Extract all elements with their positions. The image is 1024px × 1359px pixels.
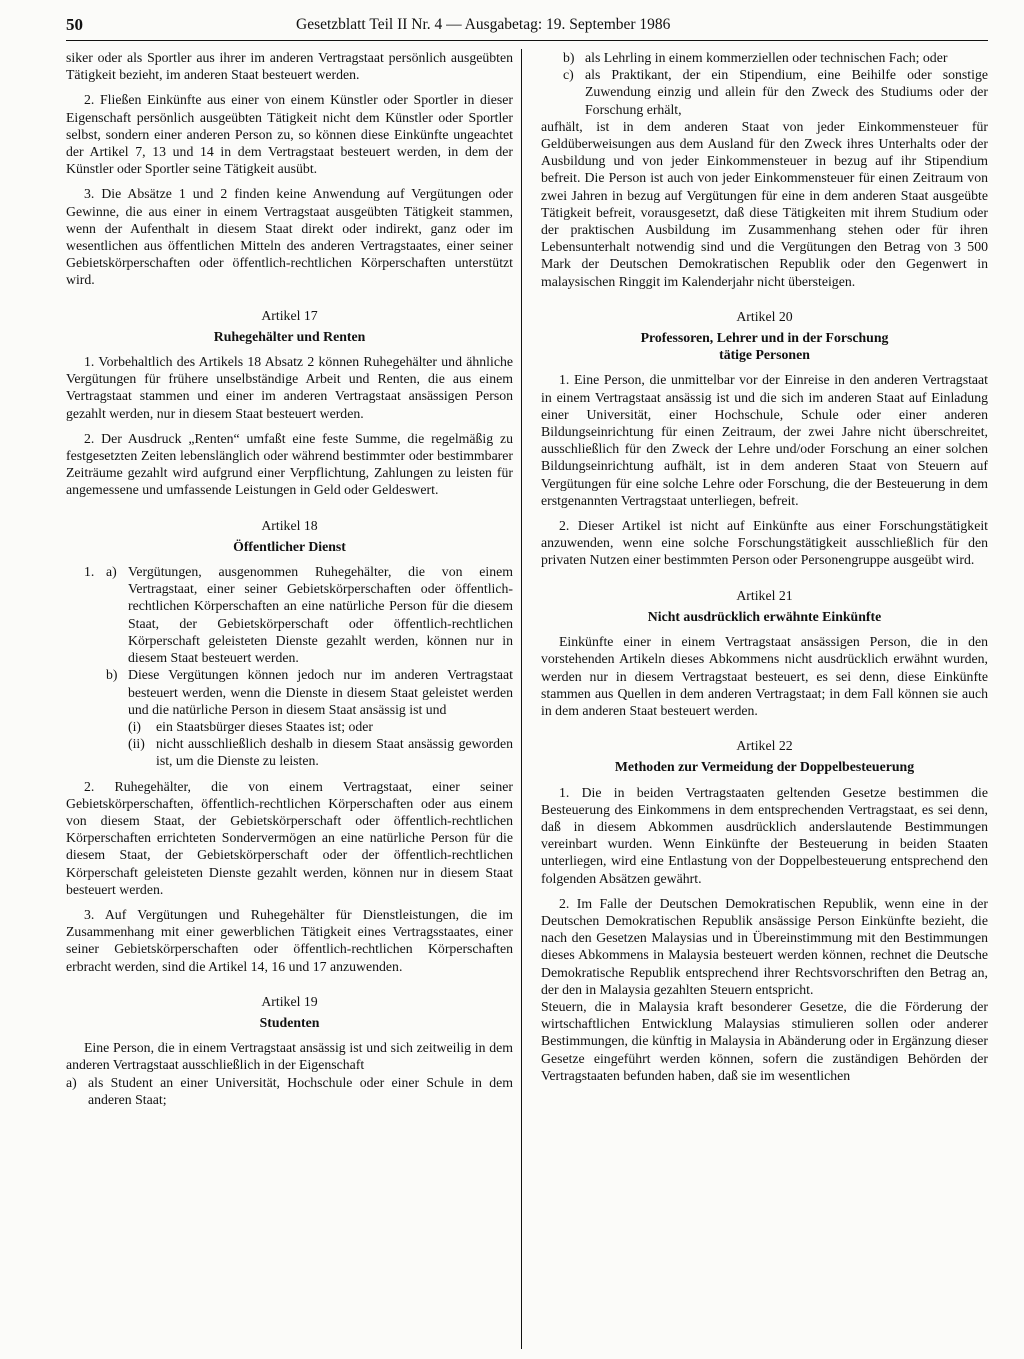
- item-text: Vergütungen, ausgenommen Ruhegehälter, die von einem Vertragstaat, einer seiner Gebietskörperschaften oder öffentlich-rechtlichen Körperschaften an eine natürliche Person für die diesem Staat, der Gebietskörperschaft oder öffentlich-rechtlichen Körperschaft geleisteten Dienste gezahlt werden, können nur in diesem Staat besteuert werden.: [128, 564, 513, 666]
- item-text: als Lehrling in einem kommerziellen oder technischen Fach; oder: [585, 50, 948, 65]
- list-item: [66, 718, 513, 735]
- two-column-body: [66, 49, 988, 1108]
- paragraph: siker oder als Sportler aus ihrer im anderen Vertragstaat persönlich ausgeübten Tätigkeit bezieht, im anderen Staat besteuert werden.: [66, 50, 513, 83]
- paragraph: 2. Dieser Artikel ist nicht auf Einkünfte aus einer Forschungstätigkeit anzuwenden, wenn eine solche Forschungstätigkeit ausschließlich für den privaten Nutzen einer bestimmten Person oder Personengruppe ausgeübt wird.: [541, 518, 988, 568]
- article-heading: Studenten: [259, 1014, 320, 1030]
- paragraph: 1. Vorbehaltlich des Artikels 18 Absatz 2 können Ruhegehälter und ähnliche Vergütungen für frühere unselbständige Arbeit und Renten, die aus einem Vertragstaat stammen und einer im anderen Vertragstaat ansässigen Person gezahlt werden, nur in diesem Staat besteuert werden.: [66, 354, 513, 421]
- item-text: ein Staatsbürger dieses Staates ist; oder: [156, 718, 373, 734]
- item-roman: (i): [128, 718, 142, 734]
- paragraph: 2. Der Ausdruck „Renten“ umfaßt eine feste Summe, die regelmäßig zu festgesetzten Zeiten lebenslänglich oder während bestimmter oder bestimmbarer Zeiträume gezahlt wird aufgrund einer Verpflichtung, Zahlungen zu leisten für angemessene und umfassende Leistungen in Geld oder Geldeswert.: [66, 430, 513, 498]
- article-heading: Nicht ausdrücklich erwähnte Einkünfte: [647, 608, 882, 624]
- article-number: Artikel 18: [261, 517, 318, 533]
- article-number: Artikel 22: [736, 738, 793, 754]
- article-heading-line-2: tätige Personen: [719, 347, 810, 363]
- paragraph: 1. Die in beiden Vertragstaaten geltenden Gesetze bestimmen die Besteuerung des Einkommens in dem entsprechenden Vertragstaat, es sei denn, daß in diesem Abkommen ausdrücklich anderslautende Bestimmungen vereinbart wurden. Wenn Einkünfte der Besteuerung in beiden Staaten unterliegen, wird eine Entlastung von der Doppelbesteuerung entsprechend den folgenden Absätzen gewährt.: [541, 784, 988, 886]
- article-heading: Professoren, Lehrer und in der Forschung: [640, 330, 889, 346]
- article-number: Artikel 19: [261, 993, 318, 1009]
- item-text: als Praktikant, der ein Stipendium, eine Beihilfe oder sonstige Zuwendung einzig und allein für den Zweck des Studiums oder der Forschung erhält,: [585, 67, 988, 117]
- paragraph: Eine Person, die in einem Vertragstaat ansässig ist und sich zeitweilig in dem anderen Vertragstaat ausschließlich in der Eigenschaft: [66, 1040, 513, 1073]
- article-heading: Ruhegehälter und Renten: [213, 328, 366, 344]
- article-heading: Methoden zur Vermeidung der Doppelbesteuerung: [614, 759, 915, 775]
- item-letter: a): [66, 1074, 77, 1090]
- item-text: Diese Vergütungen können jedoch nur im anderen Vertragstaat besteuert werden, wenn die Dienste in diesem Staat geleistet werden und die natürliche Person in diesem Staat ansässig ist und: [128, 667, 513, 717]
- list-item: [541, 66, 988, 118]
- article-number: Artikel 20: [736, 308, 793, 324]
- paragraph: 3. Auf Vergütungen und Ruhegehälter für Dienstleistungen, die im Zusammenhang mit einer gewerblichen Tätigkeit eines Vertragsstaates, einer seiner Gebietskörperschaften oder öffentlich-rechtlichen Körperschaften erbracht werden, sind die Artikel 14, 16 und 17 anzuwenden.: [66, 906, 513, 974]
- list-item: [66, 1074, 513, 1108]
- paragraph: 2. Im Falle der Deutschen Demokratischen Republik, wenn eine in der Deutschen Demokratischen Republik ansässige Person Einkünfte bezieht, die nach den Gesetzen Malaysias und in Übereinstimmung mit den Bestimmungen dieses Abkommens in Malaysia besteuert werden können, rechnet die Deutsche Demokratische Republik entsprechend ihrer Rechtsvorschriften den Betrag an, der den in Malaysia gezahlten Steuern entspricht.: [541, 895, 988, 997]
- item-letter: a): [106, 564, 117, 580]
- paragraph: 2. Ruhegehälter, die von einem Vertragstaat, einer seiner Gebietskörperschaften, öffentlich-rechtlichen Körperschaften oder aus einem von diesem Staat, der Gebietskörperschaft oder öffentlich-rechtlichen Körperschaften errichteten Sondervermögen an eine natürliche Person für die diesem Staat, der Gebietskörperschaft oder der öffentlich-rechtlichen Körperschaft geleisteten Dienste gezahlt werden, können nur in diesem Staat besteuert werden.: [66, 778, 513, 897]
- page-number: 50: [66, 15, 83, 34]
- list-item: [66, 563, 513, 666]
- item-letter: c): [563, 67, 574, 83]
- list-item: [66, 666, 513, 718]
- paragraph: Steuern, die in Malaysia kraft besonderer Gesetze, die die Förderung der wirtschaftlichen Entwicklung Malaysias stimulieren sollen oder anderer Bestimmungen, die künftig in Malaysia in Abänderung oder in Ergänzung dieser Gesetze eingeführt werden können, sofern die zuständigen Behörden der Vertragstaaten befunden haben, daß sie im wesentlichen: [541, 998, 988, 1083]
- item-letter: b): [563, 50, 575, 65]
- article-number: Artikel 17: [261, 307, 318, 323]
- article-heading: Öffentlicher Dienst: [233, 538, 346, 554]
- header-title: Gesetzblatt Teil II Nr. 4 — Ausgabetag: 19. September 1986: [296, 16, 671, 33]
- left-column: [66, 49, 513, 1108]
- item-number: 1.: [84, 564, 95, 580]
- list-item: [66, 735, 513, 769]
- page-header: [66, 14, 988, 41]
- column-divider: [521, 49, 522, 1349]
- list-item: [541, 49, 988, 66]
- paragraph: 2. Fließen Einkünfte aus einer von einem Künstler oder Sportler in dieser Eigenschaft persönlich ausgeübten Tätigkeit nicht dem Künstler oder Sportler selbst, sondern einer anderen Person zu, so können diese Einkünfte ungeachtet der Artikel 7, 13 und 14 in dem Vertragstaat besteuert werden, in dem der Künstler oder Sportler seine Tätigkeit ausübt.: [66, 92, 513, 177]
- article-number: Artikel 21: [736, 587, 793, 603]
- item-text: als Student an einer Universität, Hochschule oder einer Schule in dem anderen Staat;: [88, 1074, 513, 1107]
- paragraph: 3. Die Absätze 1 und 2 finden keine Anwendung auf Vergütungen oder Gewinne, die aus einer in einem Vertragstaat ausgeübten Tätigkeit stammen, wenn der Aufenthalt in diesem Staat direkt oder indirekt, ganz oder im wesentlichen aus öffentlichen Mitteln des anderen Vertragstaates, einer seiner Gebietskörperschaften oder öffentlich-rechtlichen Körperschaften unterstützt wird.: [66, 186, 513, 288]
- paragraph: 1. Eine Person, die unmittelbar vor der Einreise in den anderen Vertragstaat in einem Vertragstaat ansässig ist und die sich im anderen Staat auf Einladung einer Universität, einer Hochschule, Schule oder einer anderen Bildungseinrichtung für einen Zeitraum, der zwei Jahre nicht überschreitet, ausschließlich für den Zweck der Lehre und/oder Forschung an einer solchen Bildungseinrichtung aufhält, ist in dem anderen Staat von Steuern auf Vergütungen für eine solche Lehre oder Forschung, die der Besteuerung in dem erstgenannten Vertragstaat unterliegen, befreit.: [541, 372, 988, 508]
- paragraph: aufhält, ist in dem anderen Staat von jeder Einkommensteuer für Geldüberweisungen aus dem Ausland für den Zweck ihres Unterhalts oder der Ausbildung und von jeder Einkommensteuer in bezug auf ihr Stipendium befreit. Die Person ist auch von jeder Einkommensteuer für einen Zeitraum von zwei Jahren in bezug auf Vergütungen für eine in dem anderen Staat ausgeübte Tätigkeit befreit, vorausgesetzt, daß diese Tätigkeiten mit ihrem Studium oder der praktischen Ausbildung im Zusammenhang stehen oder für ihren Lebensunterhalt notwendig sind und die Vergütungen den Betrag von 3 500 Mark der Deutschen Demokratischen Republik oder den Gegenwert in malaysischen Ringgit im Kalenderjahr nicht übersteigen.: [541, 118, 988, 289]
- item-text: nicht ausschließlich deshalb in diesem Staat ansässig geworden ist, um die Dienste zu leisten.: [156, 736, 513, 769]
- paragraph: Einkünfte einer in einem Vertragstaat ansässigen Person, die in den vorstehenden Artikeln dieses Abkommens nicht ausdrücklich erwähnt wurden, werden nur in diesem Vertragstaat besteuert, es sei denn, diese Einkünfte stammen aus Quellen in dem anderen Vertragstaat; in dem Fall können sie auch in dem anderen Staat besteuert werden.: [541, 634, 988, 718]
- right-column: [541, 49, 988, 1108]
- item-roman: (ii): [128, 736, 145, 752]
- item-letter: b): [106, 667, 118, 683]
